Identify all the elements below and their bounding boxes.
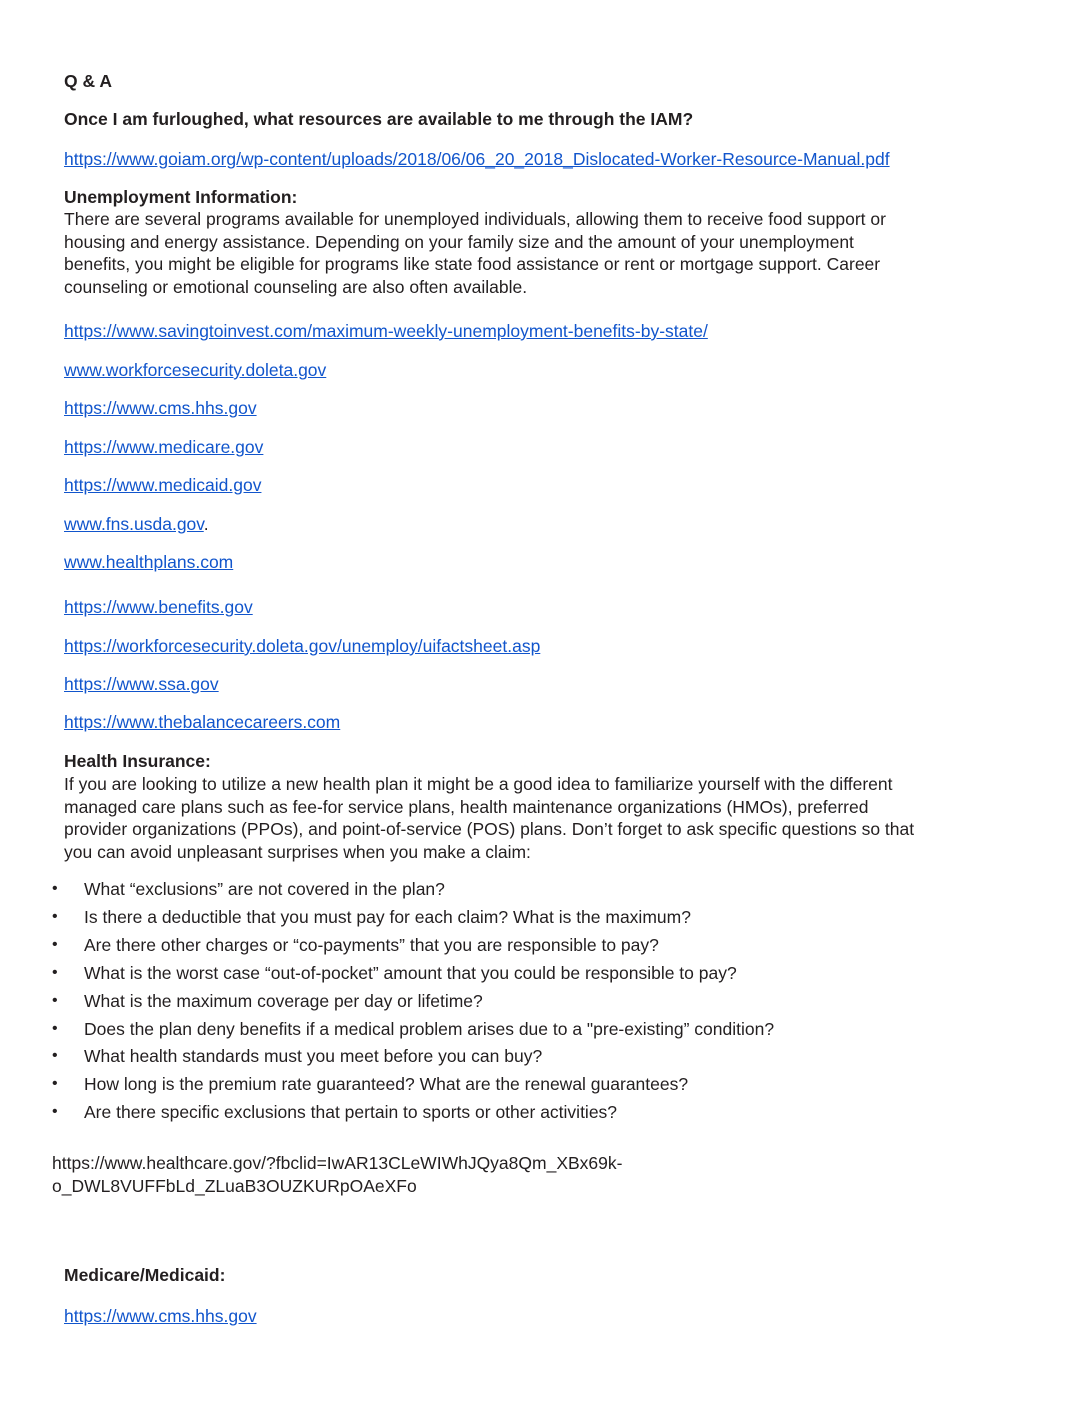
link-cms[interactable]: https://www.cms.hhs.gov (64, 398, 257, 418)
link-fns[interactable]: www.fns.usda.gov (64, 514, 204, 534)
bullet-icon: • (52, 1020, 58, 1037)
unemployment-text-line: There are several programs available for unemployed individuals, allowing them to receive food support or (64, 209, 886, 229)
question-heading: Once I am furloughed, what resources are available to me through the IAM? (64, 109, 694, 129)
list-item-text: Does the plan deny benefits if a medical problem arises due to a "pre-existing” condition? (84, 1019, 775, 1039)
health-text-line: managed care plans such as fee-for service plans, health maintenance organizations (HMOs), preferred (64, 797, 869, 817)
healthcare-url-line: o_DWL8VUFFbLd_ZLuaB3OUZKURpOAeXFo (52, 1176, 417, 1196)
link-ssa[interactable]: https://www.ssa.gov (64, 674, 219, 694)
link-cms-medicare[interactable]: https://www.cms.hhs.gov (64, 1306, 257, 1326)
list-item-text: How long is the premium rate guaranteed? What are the renewal guarantees? (84, 1074, 689, 1094)
list-item-text: Are there specific exclusions that pertain to sports or other activities? (84, 1102, 618, 1122)
unemployment-heading: Unemployment Information: (64, 187, 298, 207)
list-item-text: Are there other charges or “co-payments” that you are responsible to pay? (84, 935, 659, 955)
healthcare-url-line: https://www.healthcare.gov/?fbclid=IwAR13CLeWIWhJQya8Qm_XBx69k- (52, 1153, 623, 1173)
link-medicaid[interactable]: https://www.medicaid.gov (64, 475, 262, 495)
list-item-text: What health standards must you meet before you can buy? (84, 1046, 543, 1066)
bullet-icon: • (52, 1103, 58, 1120)
unemployment-text-line: housing and energy assistance. Depending on your family size and the amount of your unemployment (64, 232, 854, 252)
bullet-icon: • (52, 1047, 58, 1064)
page-title: Q & A (64, 71, 112, 91)
link-savingtoinvest[interactable]: https://www.savingtoinvest.com/maximum-weekly-unemployment-benefits-by-state/ (64, 321, 708, 341)
health-insurance-heading: Health Insurance: (64, 751, 211, 771)
link-medicare[interactable]: https://www.medicare.gov (64, 437, 264, 457)
list-item-text: Is there a deductible that you must pay for each claim? What is the maximum? (84, 907, 691, 927)
unemployment-text-line: counseling or emotional counseling are also often available. (64, 277, 528, 297)
health-text-line: provider organizations (PPOs), and point-of-service (POS) plans. Don’t forget to ask specific questions so that (64, 819, 915, 839)
bullet-icon: • (52, 880, 58, 897)
medicare-medicaid-heading: Medicare/Medicaid: (64, 1265, 226, 1285)
bullet-icon: • (52, 1075, 58, 1092)
link-thebalancecareers[interactable]: https://www.thebalancecareers.com (64, 712, 341, 732)
list-item-text: What is the worst case “out-of-pocket” amount that you could be responsible to pay? (84, 963, 737, 983)
list-item-text: What “exclusions” are not covered in the plan? (84, 879, 445, 899)
fns-line (64, 513, 209, 535)
bullet-icon: • (52, 964, 58, 981)
health-text-line: you can avoid unpleasant surprises when you make a claim: (64, 842, 531, 862)
link-uifactsheet[interactable]: https://workforcesecurity.doleta.gov/unemploy/uifactsheet.asp (64, 636, 541, 656)
list-item-text: What is the maximum coverage per day or lifetime? (84, 991, 483, 1011)
bullet-icon: • (52, 908, 58, 925)
link-workforcesecurity[interactable]: www.workforcesecurity.doleta.gov (64, 360, 327, 380)
fns-period: . (203, 514, 209, 534)
link-benefits[interactable]: https://www.benefits.gov (64, 597, 253, 617)
bullet-icon: • (52, 992, 58, 1009)
unemployment-text-line: benefits, you might be eligible for programs like state food assistance or rent or mortgage support. Career (64, 254, 881, 274)
bullet-icon: • (52, 936, 58, 953)
health-text-line: If you are looking to utilize a new health plan it might be a good idea to familiarize yourself with the different (64, 774, 893, 794)
resource-manual-link[interactable]: https://www.goiam.org/wp-content/uploads/2018/06/06_20_2018_Dislocated-Worker-Resource-Manual.pdf (64, 149, 890, 169)
link-healthplans[interactable]: www.healthplans.com (64, 552, 234, 572)
